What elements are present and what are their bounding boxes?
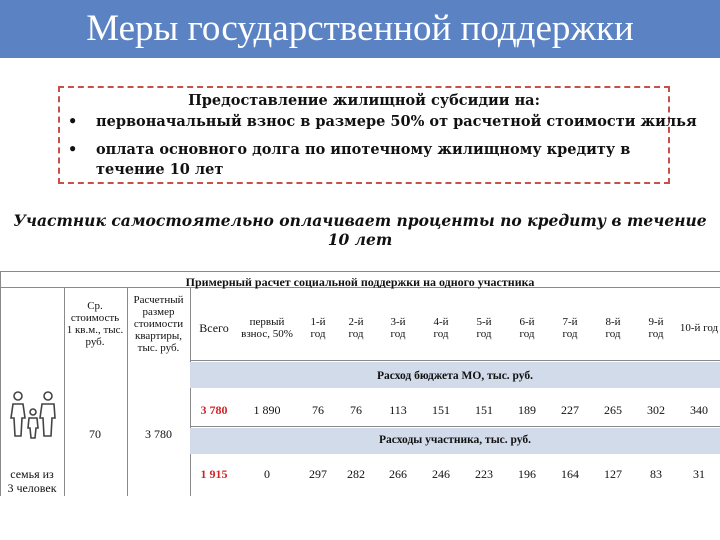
budget-cell: 151 bbox=[432, 403, 450, 417]
bullet-text: течение 10 лет bbox=[96, 161, 224, 178]
subsidy-box bbox=[58, 86, 697, 184]
header-line: стоимость bbox=[70, 312, 120, 324]
participant-cell: 31 bbox=[693, 467, 705, 481]
header-line: год bbox=[476, 328, 492, 340]
participant-cell: 266 bbox=[389, 467, 407, 481]
table-row-divider bbox=[190, 426, 720, 427]
participant-label: Расходы участника, тыс. руб. bbox=[378, 434, 532, 446]
avg-cost-value: 70 bbox=[89, 427, 101, 441]
header-line: Расчетный bbox=[133, 294, 184, 306]
participant-cell: 164 bbox=[561, 467, 579, 481]
header-line: 10-й год bbox=[679, 322, 719, 334]
budget-label: Расход бюджета МО, тыс. руб. bbox=[376, 370, 534, 382]
table-col-divider bbox=[190, 287, 191, 496]
header-year bbox=[550, 316, 590, 340]
header-line: год bbox=[648, 328, 664, 340]
bullet-icon: • bbox=[68, 141, 78, 158]
header-year bbox=[507, 316, 547, 340]
table-title: Примерный расчет социальной поддержки на одного участника bbox=[185, 275, 535, 289]
budget-cell: 189 bbox=[518, 403, 536, 417]
header-line: 7-й bbox=[562, 316, 578, 328]
participant-cell: 297 bbox=[309, 467, 327, 481]
header-first-payment bbox=[236, 316, 298, 340]
header-line: год bbox=[433, 328, 449, 340]
participant-cell: 223 bbox=[475, 467, 493, 481]
header-line: год bbox=[390, 328, 406, 340]
header-line: Ср. bbox=[87, 300, 103, 312]
header-year bbox=[378, 316, 418, 340]
interest-note: Участник самостоятельно оплачивает проценты по кредиту в течение 10 лет bbox=[13, 211, 707, 249]
header-line: год bbox=[310, 328, 326, 340]
header-line: стоимости bbox=[133, 318, 184, 330]
header-line: первый bbox=[249, 316, 285, 328]
header-year bbox=[421, 316, 461, 340]
bullet-text: первоначальный взнос в размере 50% от расчетной стоимости жилья bbox=[96, 113, 697, 130]
header-line: руб. bbox=[85, 336, 105, 348]
budget-cell: 3 780 bbox=[200, 403, 228, 417]
header-avg-cost bbox=[64, 300, 126, 348]
subsidy-heading: Предоставление жилищной субсидии на: bbox=[188, 92, 540, 109]
header-line: 8-й bbox=[605, 316, 621, 328]
header-year bbox=[676, 322, 720, 334]
header-line: 1 кв.м., тыс. bbox=[66, 324, 124, 336]
table-left-border bbox=[0, 271, 1, 496]
participant-cell: 282 bbox=[347, 467, 365, 481]
header-line: 4-й bbox=[433, 316, 449, 328]
family-label bbox=[0, 467, 64, 495]
table-row-divider bbox=[190, 360, 720, 361]
header-line: 2-й bbox=[348, 316, 364, 328]
header-line: 6-й bbox=[519, 316, 535, 328]
header-year bbox=[336, 316, 376, 340]
header-year bbox=[464, 316, 504, 340]
budget-cell: 302 bbox=[647, 403, 665, 417]
bullet-text: оплата основного долга по ипотечному жилищному кредиту в bbox=[96, 141, 631, 158]
header-line: тыс. руб. bbox=[137, 342, 180, 354]
header-line: год bbox=[348, 328, 364, 340]
participant-cell: 127 bbox=[604, 467, 622, 481]
header-line: 9-й bbox=[648, 316, 664, 328]
header-line: взнос, 50% bbox=[241, 328, 293, 340]
calc-size-value: 3 780 bbox=[145, 427, 172, 441]
header-line: квартиры, bbox=[135, 330, 182, 342]
budget-cell: 265 bbox=[604, 403, 622, 417]
budget-cell: 76 bbox=[350, 403, 362, 417]
budget-cell: 113 bbox=[389, 403, 407, 417]
family-icon bbox=[6, 390, 62, 440]
budget-cell: 1 890 bbox=[253, 403, 281, 417]
header-line: год bbox=[562, 328, 578, 340]
participant-band bbox=[190, 428, 720, 454]
budget-cell: 76 bbox=[312, 403, 324, 417]
header-line: размер bbox=[142, 306, 175, 318]
page-title: Меры государственной поддержки bbox=[86, 8, 634, 49]
header-line: год bbox=[605, 328, 621, 340]
header-total: Всего bbox=[199, 321, 229, 335]
header-year bbox=[593, 316, 633, 340]
header-year bbox=[636, 316, 676, 340]
participant-cell: 83 bbox=[650, 467, 662, 481]
header-calc-size bbox=[127, 294, 190, 354]
header-line: 1-й bbox=[310, 316, 326, 328]
header-line: год bbox=[519, 328, 535, 340]
budget-cell: 227 bbox=[561, 403, 579, 417]
family-label-line: 3 человек bbox=[7, 481, 57, 495]
participant-cell: 0 bbox=[264, 467, 270, 481]
family-label-line: семья из bbox=[10, 467, 54, 481]
header-year bbox=[298, 316, 338, 340]
budget-cell: 151 bbox=[475, 403, 493, 417]
header-line: 5-й bbox=[476, 316, 492, 328]
participant-cell: 246 bbox=[432, 467, 450, 481]
bullet-icon: • bbox=[68, 113, 78, 130]
budget-cell: 340 bbox=[690, 403, 708, 417]
header-line: 3-й bbox=[390, 316, 406, 328]
participant-cell: 1 915 bbox=[200, 467, 228, 481]
title-bar bbox=[0, 0, 720, 58]
table-top-border bbox=[0, 271, 720, 272]
participant-cell: 196 bbox=[518, 467, 536, 481]
budget-band bbox=[190, 362, 720, 388]
